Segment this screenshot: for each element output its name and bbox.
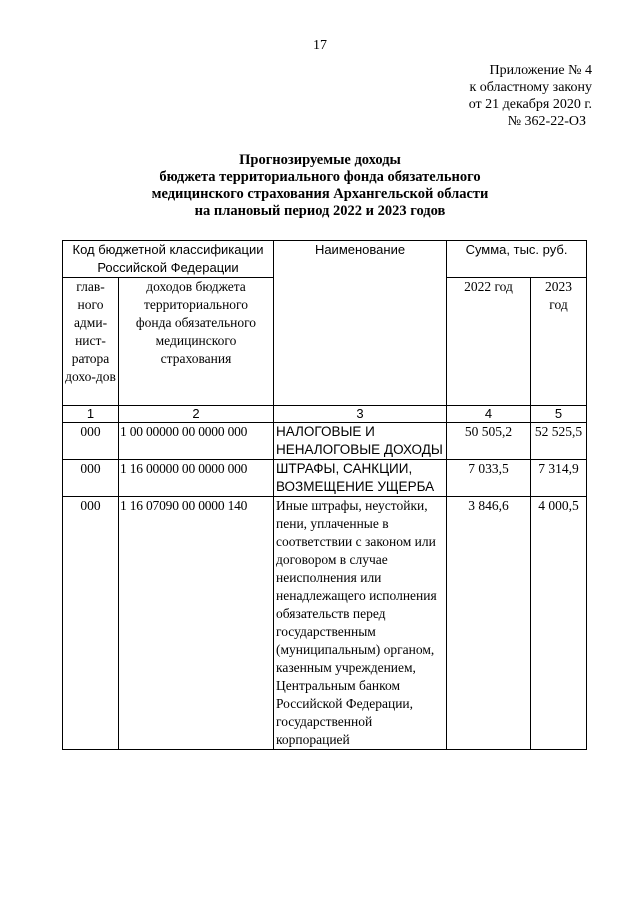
cell-code: 1 16 00000 00 0000 000 xyxy=(119,460,274,497)
header-code-group: Код бюджетной классификации Российской Федерации xyxy=(63,241,274,278)
cell-code: 1 00 00000 00 0000 000 xyxy=(119,423,274,460)
cell-sum-2022: 3 846,6 xyxy=(447,497,531,750)
cell-sum-2022: 7 033,5 xyxy=(447,460,531,497)
cell-name: НАЛОГОВЫЕ И НЕНАЛОГОВЫЕ ДОХОДЫ xyxy=(274,423,447,460)
table-row xyxy=(63,460,587,497)
cell-name: Иные штрафы, неустойки, пени, уплаченные в соответствии с законом или договором в случае неисполнения или ненадлежащего исполнения обязательств перед государственным (муниципальным) органом, казенным учреждением, Центральным банком Российской Федерации, государственной корпорацией xyxy=(274,497,447,750)
cell-sum-2023: 52 525,5 xyxy=(531,423,587,460)
title-line: на плановый период 2022 и 2023 годов xyxy=(194,203,446,219)
cell-sum-2023: 7 314,9 xyxy=(531,460,587,497)
page-number: 17 xyxy=(313,38,327,53)
cell-code: 1 16 07090 00 0000 140 xyxy=(119,497,274,750)
header-admin: глав-ного адми-нист-ратора дохо-дов xyxy=(63,278,119,406)
cell-admin: 000 xyxy=(63,460,119,497)
column-numbers-row xyxy=(63,406,587,423)
cell-admin: 000 xyxy=(63,497,119,750)
header-income: доходов бюджета территориального фонда обязательного медицинского страхования xyxy=(119,278,274,406)
cell-sum-2023: 4 000,5 xyxy=(531,497,587,750)
column-number: 5 xyxy=(531,406,587,423)
title-line: бюджета территориального фонда обязательного xyxy=(159,169,481,185)
revenue-table xyxy=(62,240,587,750)
title-line: медицинского страхования Архангельской области xyxy=(151,186,489,202)
appendix-line: № 362-22-ОЗ xyxy=(507,114,586,129)
header-year-2023: 2023 год xyxy=(531,278,587,406)
table-row xyxy=(63,423,587,460)
cell-admin: 000 xyxy=(63,423,119,460)
appendix-line: Приложение № 4 xyxy=(489,63,592,78)
appendix-line: к областному закону xyxy=(469,80,592,95)
column-number: 3 xyxy=(274,406,447,423)
column-number: 4 xyxy=(447,406,531,423)
document-title xyxy=(0,152,640,220)
cell-sum-2022: 50 505,2 xyxy=(447,423,531,460)
appendix-line: от 21 декабря 2020 г. xyxy=(468,97,592,112)
header-year-2022: 2022 год xyxy=(447,278,531,406)
header-name: Наименование xyxy=(274,241,447,406)
column-number: 2 xyxy=(119,406,274,423)
table-row xyxy=(63,497,587,750)
cell-name: ШТРАФЫ, САНКЦИИ, ВОЗМЕЩЕНИЕ УЩЕРБА xyxy=(274,460,447,497)
appendix-reference xyxy=(469,62,592,130)
table-header-row xyxy=(63,241,587,278)
header-sum-group: Сумма, тыс. руб. xyxy=(447,241,587,278)
title-line: Прогнозируемые доходы xyxy=(239,152,401,168)
column-number: 1 xyxy=(63,406,119,423)
